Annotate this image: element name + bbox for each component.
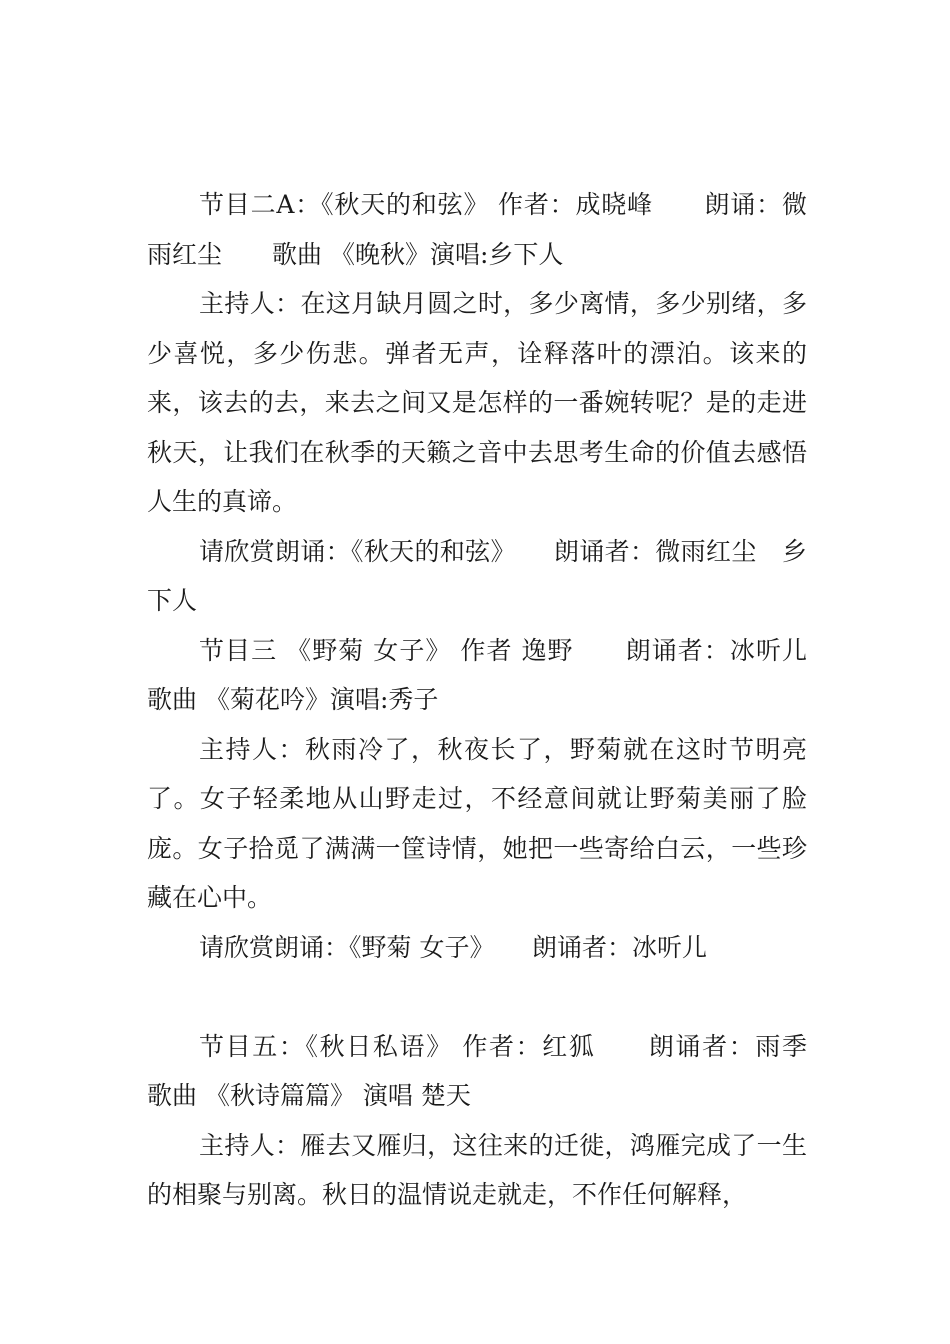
recital-wild-chrysanthemum: 请欣赏朗诵：《野菊 女子》 朗诵者：冰听儿 xyxy=(199,932,707,962)
recital-autumn-chord: 请欣赏朗诵：《秋天的和弦》 朗诵者：微雨红尘 乡下人 xyxy=(147,536,807,615)
program-five-heading: 节目五：《秋日私语》 作者：红狐 朗诵者：雨季 歌曲 《秋诗篇篇》 演唱 楚天 xyxy=(147,1031,858,1110)
host-intro-autumn-chord: 主持人：在这月缺月圆之时，多少离情，多少别绪，多少喜悦，多少伤悲。弹者无声，诠释落叶的漂泊。该来的来，该去的去，来去之间又是怎样的一番婉转呢？是的走进秋天，让我们在秋季的天籁之音中去思考生命的价值去感悟人生的真谛。 xyxy=(147,289,807,516)
paragraph-spacer xyxy=(147,972,807,1022)
host-intro-wild-chrysanthemum: 主持人：秋雨冷了，秋夜长了，野菊就在这时节明亮了。女子轻柔地从山野走过，不经意间就让野菊美丽了脸庞。女子拾觅了满满一筐诗情，她把一些寄给白云，一些珍藏在心中。 xyxy=(147,734,807,912)
program-three-heading: 节目三 《野菊 女子》 作者 逸野 朗诵者：冰听儿 歌曲 《菊花吟》演唱:秀子 xyxy=(147,635,858,714)
document-body xyxy=(147,180,858,1220)
program-two-heading: 节目二A：《秋天的和弦》 作者：成晓峰 朗诵：微雨红尘 歌曲 《晚秋》演唱:乡下人 xyxy=(147,190,807,269)
host-intro-autumn-whisper: 主持人：雁去又雁归，这往来的迁徙，鸿雁完成了一生的相聚与别离。秋日的温情说走就走，不作任何解释， xyxy=(147,1130,807,1209)
